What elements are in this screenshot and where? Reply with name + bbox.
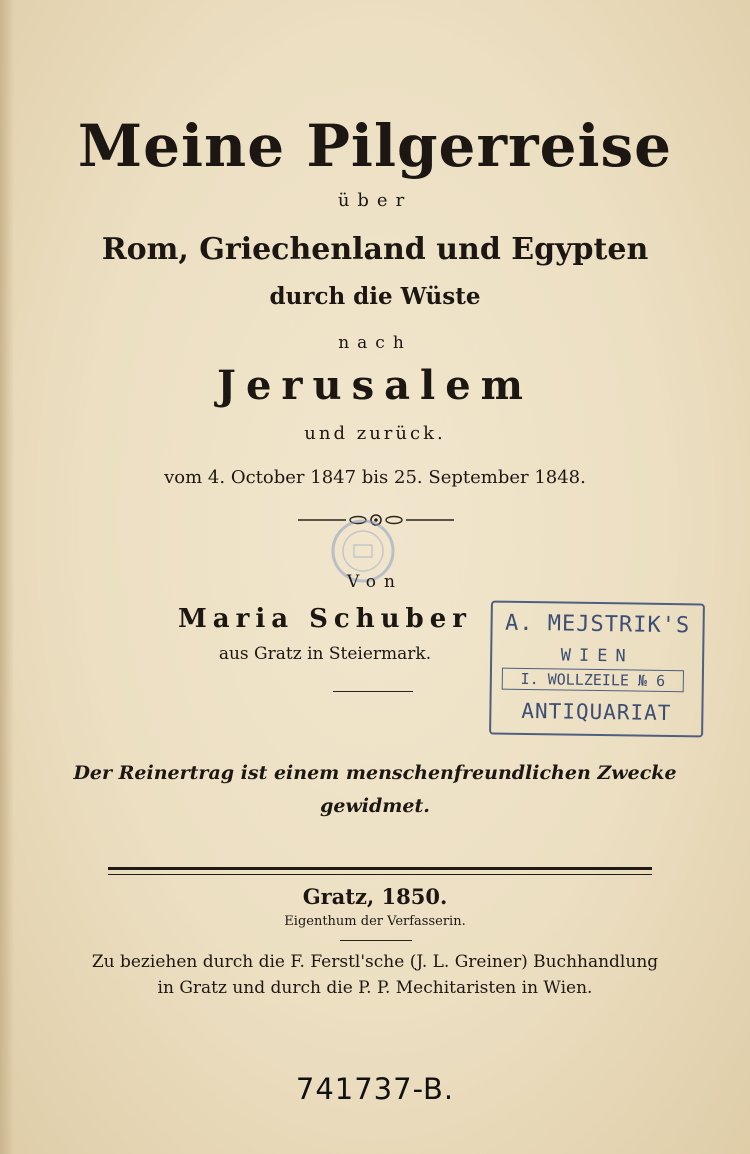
stamp-line-4: ANTIQUARIAT [521,698,672,726]
travel-dates: vom 4. October 1847 bis 25. September 1848. [164,467,586,488]
author-origin: aus Gratz in Steiermark. [218,644,432,664]
dedication-line-2: gewidmet. [320,795,430,817]
by-label: Von [347,572,403,592]
stamp-line-3: I. WOLLZEILE № 6 [502,668,684,693]
dealer-stamp [489,601,705,738]
distribution-line-2: in Gratz und durch die P. P. Mechitaristen in Wien. [157,978,593,998]
distribution-line-1: Zu beziehen durch die F. Ferstl'sche (J. L. Greiner) Buchhandlung [91,952,659,972]
imprint-owner: Eigenthum der Verfasserin. [284,914,466,929]
double-rule [108,867,652,875]
title-places: Rom, Griechenland und Egypten [101,232,649,267]
shelfmark: 741737-B. [295,1072,455,1106]
title-nach: nach [338,333,412,353]
title-over: über [337,190,413,211]
stamp-line-1: A. MEJSTRIK'S [504,610,691,639]
title-destination: Jerusalem [217,362,533,409]
short-rule [333,691,413,692]
imprint-city: Gratz, 1850. [302,884,448,909]
imprint-rule [340,940,412,941]
dedication-line-1: Der Reinertrag ist einem menschenfreundlichen Zwecke [73,762,677,784]
title-desert: durch die Wüste [269,283,481,310]
book-title: Meine Pilgerreise [77,112,673,180]
title-return: und zurück. [304,423,446,444]
author-name: Maria Schuber [178,604,472,634]
stamp-line-2: WIEN [560,645,634,667]
